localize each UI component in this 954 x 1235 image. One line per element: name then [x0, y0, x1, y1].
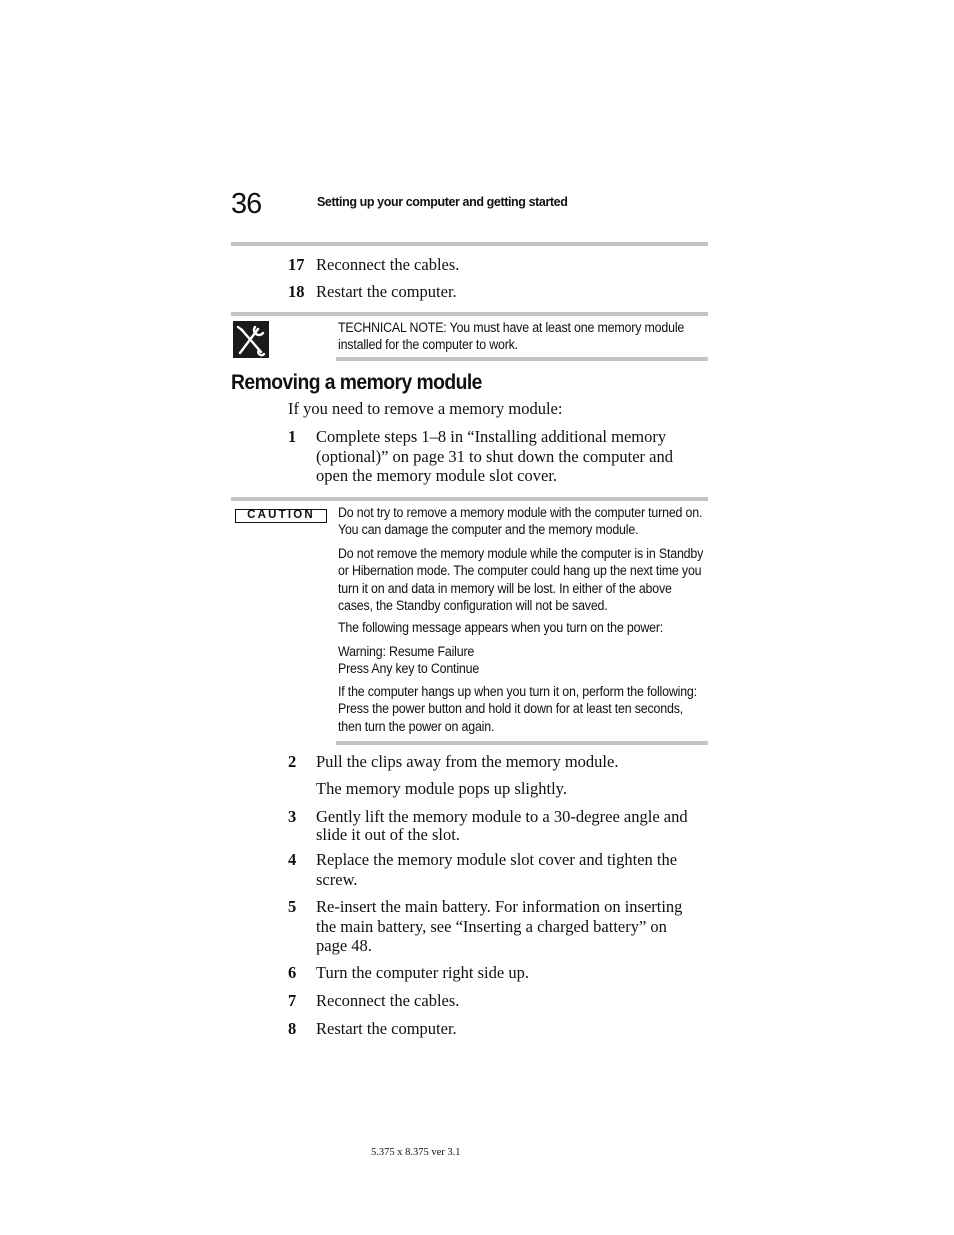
caution-badge: CAUTION [235, 509, 327, 523]
step-text: Restart the computer. [316, 1019, 457, 1038]
running-head: Setting up your computer and getting started [317, 195, 568, 209]
step-number: 4 [288, 850, 297, 869]
step-text: Complete steps 1–8 in “Installing additional memory (optional)” on page 31 to shut down the computer and open the memory module slot cover. [316, 427, 673, 485]
step-number: 3 [288, 807, 297, 826]
step-number: 1 [288, 427, 297, 446]
step-number: 6 [288, 963, 297, 982]
section-heading: Removing a memory module [231, 371, 482, 394]
step-text: Gently lift the memory module to a 30-degree angle and slide it out of the slot. [316, 807, 688, 844]
step-text: Reconnect the cables. [316, 255, 460, 274]
step-text: Re-insert the main battery. For information on inserting the main battery, see “Inserting a charged battery” on page 48. [316, 897, 683, 955]
caution-paragraph: The following message appears when you turn on the power: [338, 620, 664, 635]
note-line: installed for the computer to work. [338, 336, 518, 352]
step-number: 8 [288, 1019, 297, 1038]
step-text: The memory module pops up slightly. [316, 779, 567, 798]
caution-paragraph: If the computer hangs up when you turn it on, perform the following: Press the power button and hold it down for at least ten seconds, then turn the power on again. [338, 684, 697, 734]
caution-bottom-rule [336, 741, 708, 745]
section-intro: If you need to remove a memory module: [288, 399, 563, 418]
step-text: Turn the computer right side up. [316, 963, 529, 982]
step-number: 2 [288, 752, 297, 771]
caution-message: Warning: Resume Failure Press Any key to Continue [338, 644, 480, 677]
wrench-icon [233, 321, 269, 358]
print-spec-footer: 5.375 x 8.375 ver 3.1 [371, 1147, 461, 1158]
note-line: TECHNICAL NOTE: You must have at least one memory module [338, 320, 685, 335]
step-number: 5 [288, 897, 297, 916]
caution-paragraph: Do not try to remove a memory module with the computer turned on. You can damage the computer and the memory module. [338, 505, 703, 538]
step-text: Replace the memory module slot cover and tighten the screw. [316, 850, 678, 889]
step-number: 17 [288, 255, 305, 274]
note-top-rule [231, 312, 708, 316]
step-text: Reconnect the cables. [316, 991, 460, 1010]
header-rule [231, 242, 708, 246]
step-text: Pull the clips away from the memory module. [316, 752, 619, 771]
step-number: 18 [288, 282, 305, 301]
caution-paragraph: Do not remove the memory module while the computer is in Standby or Hibernation mode. The computer could hang up the next time you turn it on and data in memory will be lost. In either of the above cases, the Standby configuration will not be saved. [338, 546, 704, 613]
note-bottom-rule [336, 357, 708, 361]
page-number: 36 [231, 188, 262, 220]
step-number: 7 [288, 991, 297, 1010]
step-text: Restart the computer. [316, 282, 457, 301]
technical-note [338, 320, 684, 353]
caution-top-rule [231, 497, 708, 501]
